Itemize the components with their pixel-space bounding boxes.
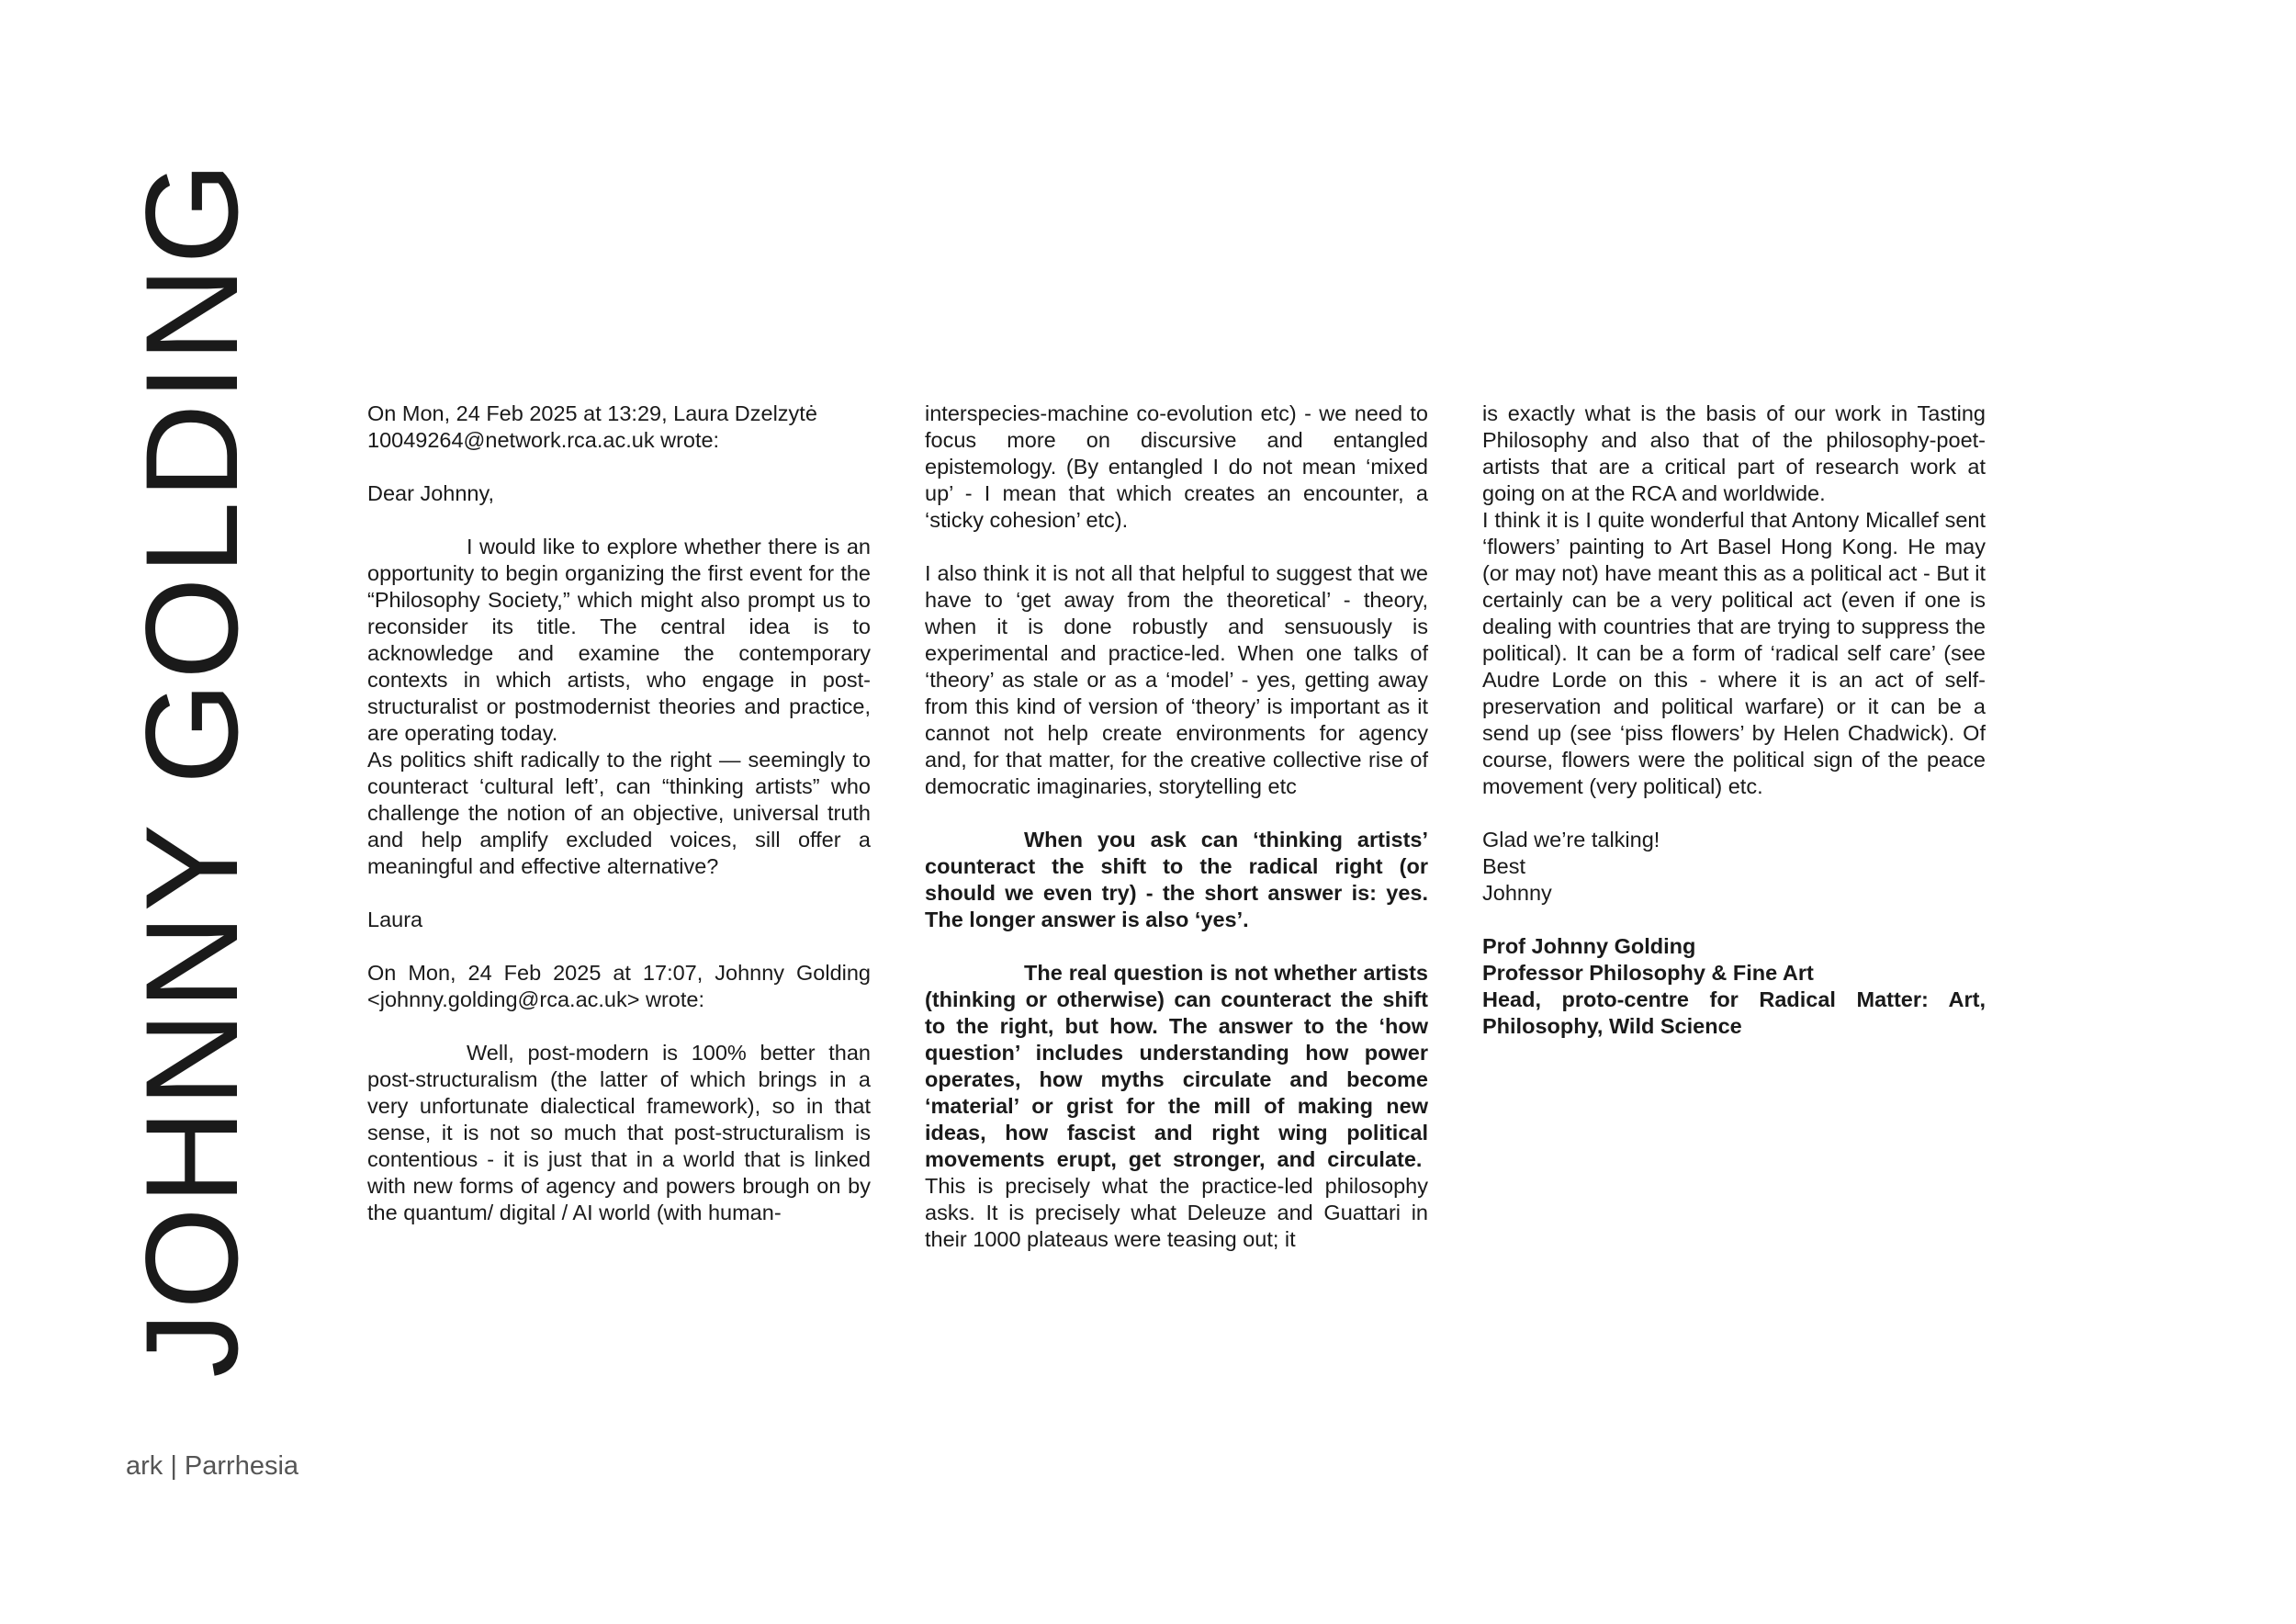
regular-text: This is precisely what the practice-led philosophy asks. It is precisely what Deleuze and Guattari in their 1000 plateaus were teasing out; it [925,1174,1428,1251]
paragraph: interspecies-machine co-evolution etc) - we need to focus more on discursive and entangled epistemology. (By entangled I do not mean ‘mixed up’ - I mean that which creates an encounter, a ‘sticky cohesion’ etc). [925,401,1428,532]
paragraph: As politics shift radically to the right — seemingly to counteract ‘cultural left’, can “thinking artists” who challenge the notion of an objective, universal truth and help amplify excluded voices, sill offer a meaningful and effective alternative? [367,748,871,878]
column-3 [1482,400,1986,1040]
footer-brand: ark | Parrhesia [126,1451,299,1481]
paragraph: I also think it is not all that helpful to suggest that we have to ‘get away from the theoretical’ - theory, when it is done robustly and sensuously is experimental and practice-led. When one talks of ‘theory’ as stale or as a ‘model’ - yes, getting away from this kind of version of ‘theory’ is important as it cannot not help create environments for agency and, for that matter, for the creative collective rise of democratic imaginaries, storytelling etc [925,561,1428,798]
email-header-laura: On Mon, 24 Feb 2025 at 13:29, Laura Dzelzytė 10049264@network.rca.ac.uk wrote: [367,401,817,452]
paragraph: Well, post-modern is 100% better than post-structuralism (the latter of which brings in a very unfortunate dialectical framework), so in that sense, it is not so much that post-structuralism is contentious - it is just that in a world that is linked with new forms of agency and powers brough on by the quantum/ digital / AI world (with human- [367,1041,871,1224]
signature-title: Professor Philosophy & Fine Art [1482,961,1814,985]
closing-line: Best [1482,854,1526,878]
paragraph: is exactly what is the basis of our work in Tasting Philosophy and also that of the philosophy-poet-artists that are a critical part of research work at going on at the RCA and worldwide. [1482,401,1986,505]
column-2 [925,400,1428,1253]
closing-line: Glad we’re talking! [1482,828,1660,851]
paragraph [925,960,1428,1253]
paragraph: I think it is I quite wonderful that Antony Micallef sent ‘flowers’ painting to Art Basel Hong Kong. He may (or may not) have meant this as a political act - But it certainly can be a very political act (even if one is dealing with countries that are trying to suppress the political). It can be a form of ‘radical self care’ (see Audre Lorde on this - where it is an act of self-preservation and political warfare) or it can be a send up (see ‘piss flowers’ by Helen Chadwick). Of course, flowers were the political sign of the peace movement (very political) etc. [1482,508,1986,798]
bold-text: The real question is not whether artists (thinking or otherwise) can counteract the shift to the right, but how. The answer to the ‘how question’ includes understanding how power operates, how myths circulate and become ‘material’ or grist for the mill of making new ideas, how fascist and right wing political movements erupt, get stronger, and circulate. [925,961,1428,1171]
signature-name: Prof Johnny Golding [1482,934,1696,958]
paragraph: I would like to explore whether there is an opportunity to begin organizing the first event for the “Philosophy Society,” which might also prompt us to reconsider its title. The central idea is to acknowledge and examine the contemporary contexts in which artists, who engage in post-structuralist or postmodernist theories and practice, are operating today. [367,535,871,745]
greeting: Dear Johnny, [367,481,495,505]
email-header-johnny: On Mon, 24 Feb 2025 at 17:07, Johnny Golding <johnny.golding@rca.ac.uk> wrote: [367,961,871,1011]
column-1 [367,400,871,1226]
closing-line: Johnny [1482,881,1552,905]
bold-paragraph: When you ask can ‘thinking artists’ counteract the shift to the radical right (or should we even try) - the short answer is: yes. The longer answer is also ‘yes’. [925,828,1428,931]
vertical-author-title: JOHNNY GOLDING [119,159,265,1378]
sign-off-laura: Laura [367,908,423,931]
signature-role: Head, proto-centre for Radical Matter: Art, Philosophy, Wild Science [1482,987,1986,1038]
